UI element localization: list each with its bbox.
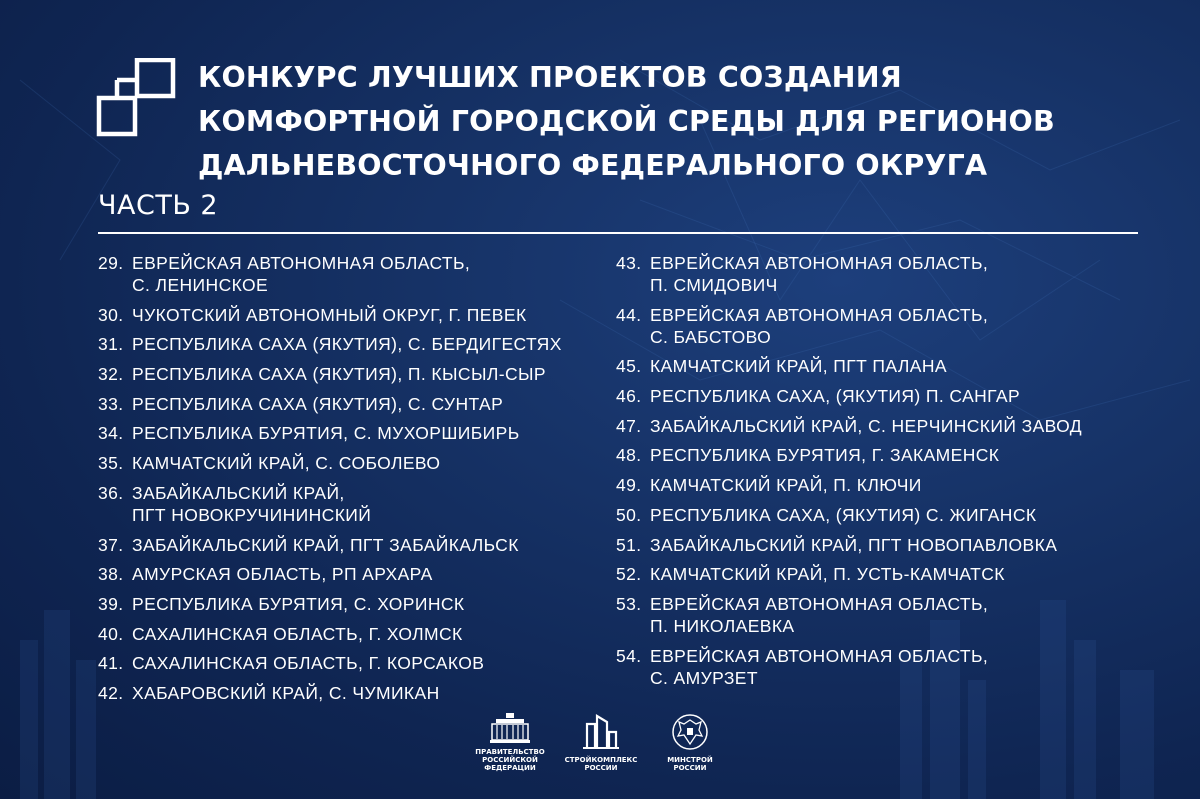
title-line: КОМФОРТНОЙ ГОРОДСКОЙ СРЕДЫ ДЛЯ РЕГИОНОВ: [198, 105, 1055, 138]
item-line: ЕВРЕЙСКАЯ АВТОНОМНАЯ ОБЛАСТЬ,: [650, 593, 989, 614]
item-text: [650, 504, 1036, 526]
item-number: 29.: [98, 253, 124, 273]
minstroy-logo: [650, 712, 730, 772]
item-text: [132, 534, 519, 556]
logo-caption: СТРОЙКОМПЛЕКС: [564, 756, 638, 764]
item-text: [132, 333, 562, 355]
item-number: 51.: [616, 534, 642, 555]
list-item: [616, 645, 1136, 689]
logo-caption: РОССИИ: [673, 764, 707, 772]
item-line: П. СМИДОВИЧ: [650, 275, 778, 295]
item-line: ЕВРЕЙСКАЯ АВТОНОМНАЯ ОБЛАСТЬ,: [650, 304, 989, 325]
item-line: АМУРСКАЯ ОБЛАСТЬ, РП АРХАРА: [132, 564, 433, 585]
item-number: 52.: [616, 564, 642, 585]
list-item: [98, 393, 618, 415]
item-text: [650, 534, 1057, 556]
item-line: ЗАБАЙКАЛЬСКИЙ КРАЙ, ПГТ НОВОПАВЛОВКА: [650, 534, 1058, 555]
list-item: [616, 304, 1136, 348]
item-text: [132, 452, 440, 474]
item-number: 48.: [616, 445, 642, 466]
item-line: КАМЧАТСКИЙ КРАЙ, П. КЛЮЧИ: [650, 475, 922, 496]
list-item: [98, 304, 618, 326]
item-number: 37.: [98, 534, 124, 555]
list-item: [98, 652, 618, 674]
regions-list-left: [98, 252, 618, 712]
title-line: КОНКУРС ЛУЧШИХ ПРОЕКТОВ СОЗДАНИЯ: [198, 61, 902, 94]
item-number: 36.: [98, 482, 124, 503]
item-text: [132, 563, 433, 585]
item-number: 38.: [98, 564, 124, 585]
divider: [98, 232, 1138, 234]
item-number: 33.: [98, 393, 124, 414]
list-item: [616, 593, 1136, 637]
government-logo: [470, 712, 550, 772]
item-number: 39.: [98, 593, 124, 614]
item-number: 54.: [616, 645, 642, 666]
item-line: РЕСПУБЛИКА БУРЯТИЯ, С. ХОРИНСК: [132, 593, 465, 614]
item-text: [650, 355, 947, 377]
item-text: [132, 363, 546, 385]
item-number: 35.: [98, 453, 124, 474]
item-text: [650, 444, 999, 466]
item-line: С. АМУРЗЕТ: [650, 667, 758, 688]
regions-list-right: [616, 252, 1136, 696]
item-number: 45.: [616, 356, 642, 377]
item-text: [650, 645, 988, 689]
list-item: [616, 563, 1136, 585]
item-text: [132, 304, 527, 326]
list-item: [616, 474, 1136, 496]
item-text: [132, 593, 465, 615]
logo-caption: ФЕДЕРАЦИИ: [484, 764, 536, 772]
footer-logos: [470, 712, 740, 784]
item-line: КАМЧАТСКИЙ КРАЙ, П. УСТЬ-КАМЧАТСК: [650, 564, 1005, 585]
item-number: 41.: [98, 653, 124, 674]
item-text: [650, 252, 988, 296]
stroykompleks-logo: [556, 712, 646, 772]
item-line: ЧУКОТСКИЙ АВТОНОМНЫЙ ОКРУГ, Г. ПЕВЕК: [132, 304, 527, 325]
item-text: [650, 474, 922, 496]
title-line: ДАЛЬНЕВОСТОЧНОГО ФЕДЕРАЛЬНОГО ОКРУГА: [198, 149, 988, 182]
item-line: РЕСПУБЛИКА САХА (ЯКУТИЯ), П. КЫСЫЛ-СЫР: [132, 364, 546, 385]
item-number: 40.: [98, 623, 124, 644]
item-text: [132, 482, 371, 526]
item-line: ХАБАРОВСКИЙ КРАЙ, С. ЧУМИКАН: [132, 682, 440, 703]
list-item: [98, 593, 618, 615]
item-line: РЕСПУБЛИКА САХА (ЯКУТИЯ), С. БЕРДИГЕСТЯХ: [132, 334, 562, 355]
list-item: [98, 563, 618, 585]
item-line: РЕСПУБЛИКА БУРЯТИЯ, Г. ЗАКАМЕНСК: [650, 445, 1000, 466]
item-number: 53.: [616, 593, 642, 614]
item-line: РЕСПУБЛИКА САХА (ЯКУТИЯ), С. СУНТАР: [132, 393, 504, 414]
government-building-icon: [488, 712, 532, 744]
item-line: ЕВРЕЙСКАЯ АВТОНОМНАЯ ОБЛАСТЬ,: [650, 645, 989, 666]
list-item: [98, 422, 618, 444]
item-line: КАМЧАТСКИЙ КРАЙ, С. СОБОЛЕВО: [132, 453, 441, 474]
list-item: [98, 452, 618, 474]
item-number: 31.: [98, 334, 124, 355]
item-number: 34.: [98, 423, 124, 444]
item-text: [132, 623, 463, 645]
logo-caption: РОССИИ: [584, 764, 618, 772]
item-number: 49.: [616, 475, 642, 496]
list-item: [98, 623, 618, 645]
item-number: 32.: [98, 364, 124, 385]
logo-caption: ПРАВИТЕЛЬСТВО: [475, 748, 545, 756]
item-text: [132, 393, 503, 415]
list-item: [616, 355, 1136, 377]
list-item: [98, 682, 618, 704]
item-line: ЗАБАЙКАЛЬСКИЙ КРАЙ, ПГТ ЗАБАЙКАЛЬСК: [132, 534, 519, 555]
item-line: ЗАБАЙКАЛЬСКИЙ КРАЙ, С. НЕРЧИНСКИЙ ЗАВОД: [650, 415, 1083, 436]
part-label: ЧАСТЬ 2: [98, 190, 219, 221]
coat-of-arms-icon: [670, 712, 710, 752]
item-text: [650, 415, 1082, 437]
item-line: САХАЛИНСКАЯ ОБЛАСТЬ, Г. КОРСАКОВ: [132, 653, 485, 674]
list-item: [616, 444, 1136, 466]
item-line: С. БАБСТОВО: [650, 326, 772, 347]
item-line: КАМЧАТСКИЙ КРАЙ, ПГТ ПАЛАНА: [650, 356, 947, 377]
item-text: [132, 422, 520, 444]
list-item: [616, 252, 1136, 296]
item-number: 30.: [98, 304, 124, 325]
item-number: 44.: [616, 304, 642, 325]
list-item: [98, 534, 618, 556]
item-text: [132, 252, 470, 296]
item-number: 43.: [616, 253, 642, 273]
item-line: ЗАБАЙКАЛЬСКИЙ КРАЙ,: [132, 482, 345, 503]
item-line: ЕВРЕЙСКАЯ АВТОНОМНАЯ ОБЛАСТЬ,: [650, 253, 989, 273]
page-title: [198, 56, 1158, 188]
item-number: 42.: [98, 682, 124, 703]
list-item: [616, 534, 1136, 556]
item-text: [650, 304, 988, 348]
item-line: РЕСПУБЛИКА САХА, (ЯКУТИЯ) П. САНГАР: [650, 386, 1021, 407]
list-item: [98, 482, 618, 526]
item-text: [132, 652, 484, 674]
item-line: САХАЛИНСКАЯ ОБЛАСТЬ, Г. ХОЛМСК: [132, 623, 463, 644]
item-number: 50.: [616, 504, 642, 525]
stroykompleks-icon: [581, 712, 621, 750]
item-line: РЕСПУБЛИКА БУРЯТИЯ, С. МУХОРШИБИРЬ: [132, 423, 520, 444]
logo-caption: МИНСТРОЙ: [667, 756, 713, 764]
item-text: [132, 682, 440, 704]
list-item: [616, 415, 1136, 437]
item-text: [650, 563, 1005, 585]
list-item: [98, 333, 618, 355]
item-line: П. НИКОЛАЕВКА: [650, 615, 795, 636]
list-item: [616, 385, 1136, 407]
list-item: [98, 363, 618, 385]
list-item: [616, 504, 1136, 526]
item-line: С. ЛЕНИНСКОЕ: [132, 275, 269, 295]
logo-caption: РОССИЙСКОЙ: [482, 756, 538, 764]
contest-logo-icon: [96, 58, 176, 138]
item-line: РЕСПУБЛИКА САХА, (ЯКУТИЯ) С. ЖИГАНСК: [650, 504, 1037, 525]
item-line: ЕВРЕЙСКАЯ АВТОНОМНАЯ ОБЛАСТЬ,: [132, 253, 471, 273]
item-number: 46.: [616, 386, 642, 407]
list-item: [98, 252, 618, 296]
item-text: [650, 593, 988, 637]
item-text: [650, 385, 1020, 407]
item-line: ПГТ НОВОКРУЧИНИНСКИЙ: [132, 504, 372, 525]
item-number: 47.: [616, 415, 642, 436]
